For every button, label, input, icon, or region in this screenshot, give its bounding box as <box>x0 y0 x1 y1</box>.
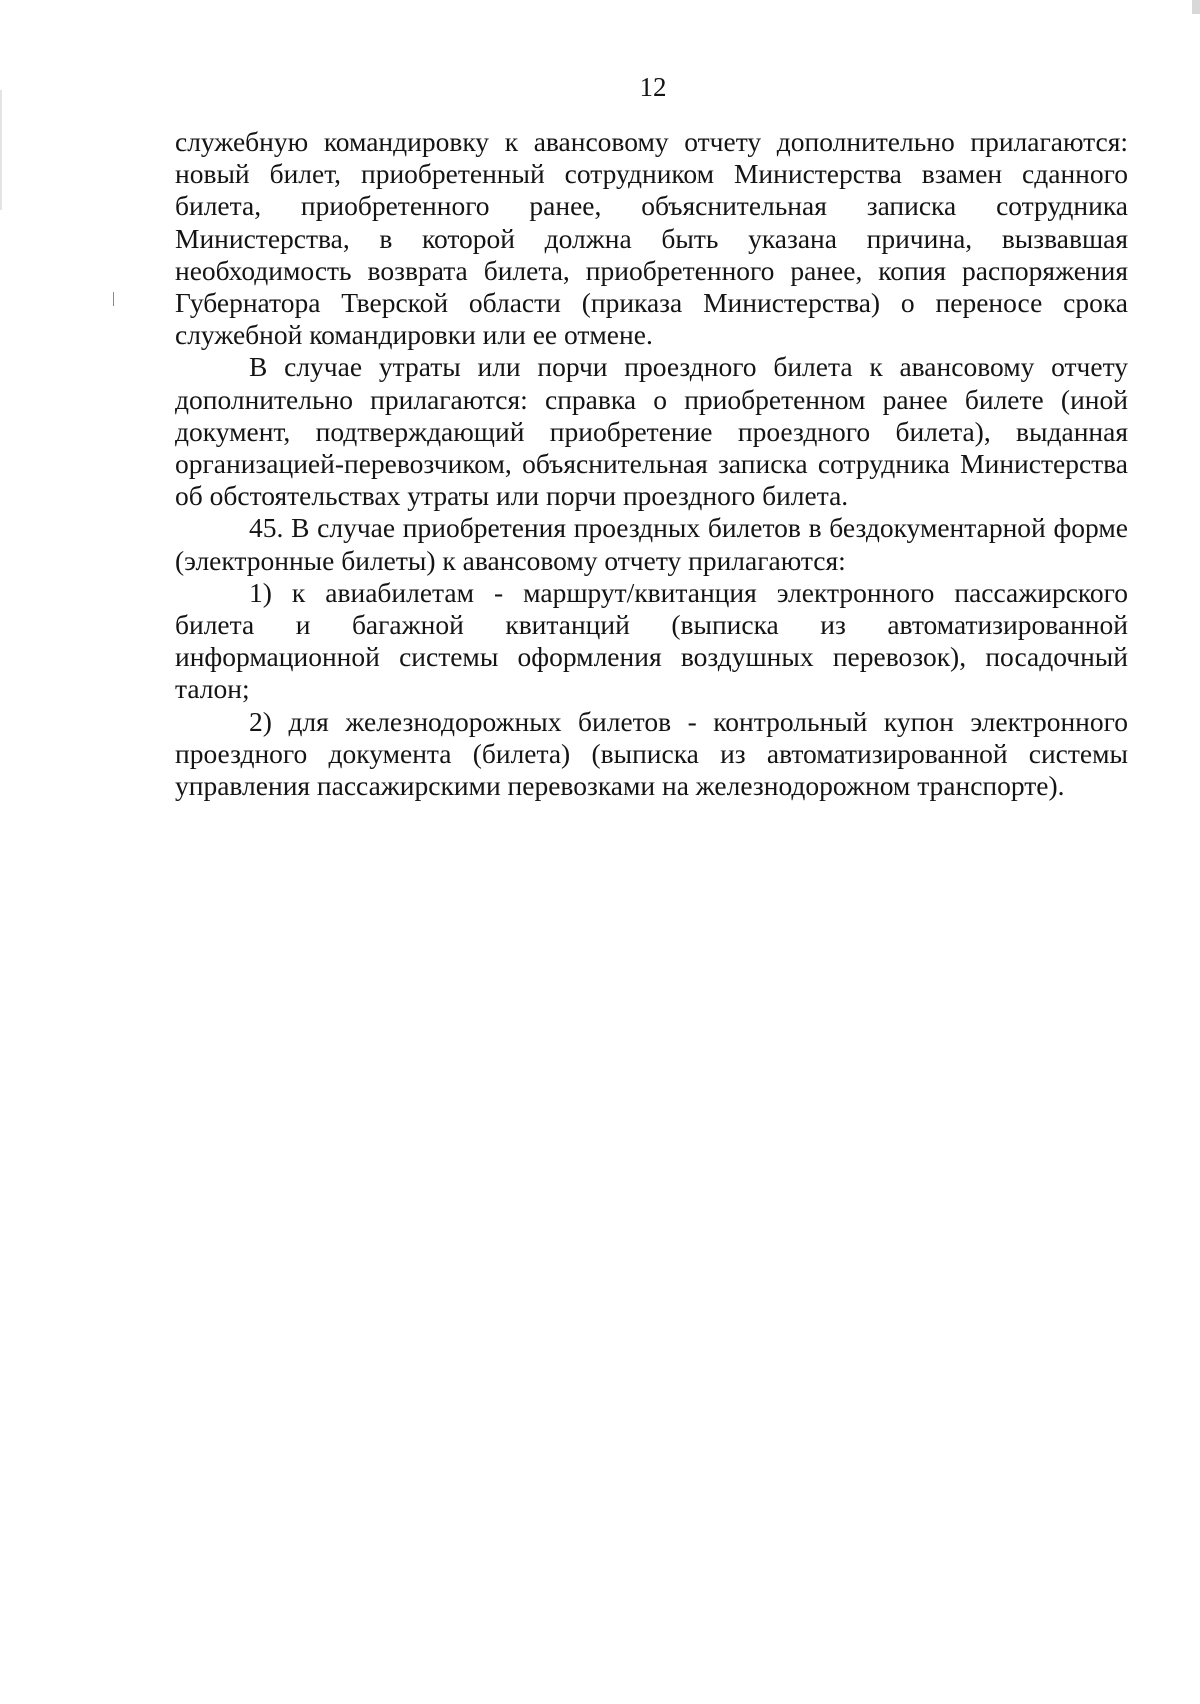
scan-artifact-tick <box>113 292 114 306</box>
paragraph-continuation: служебную командировку к авансовому отчету дополнительно прилагаются: новый билет, приобретенный сотрудником Министерства взамен сданного билета, приобретенного ранее, объяснительная записка сотрудника Министерства, в которой должна быть указана причина, вызвавшая необходимость возврата билета, приобретенного ранее, копия распоряжения Губернатора Тверской области (приказа Министерства) о переносе срока служебной командировки или ее отмене. <box>175 126 1128 351</box>
paragraph-subitem-2: 2) для железнодорожных билетов - контрольный купон электронного проездного документа (билета) (выписка из автоматизированной системы управления пассажирскими перевозками на железнодорожном транспорте). <box>175 705 1128 802</box>
document-body <box>175 126 1128 802</box>
paragraph-subitem-1: 1) к авиабилетам - маршрут/квитанция электронного пассажирского билета и багажной квитанций (выписка из автоматизированной информационной системы оформления воздушных перевозок), посадочный талон; <box>175 576 1128 705</box>
paragraph-ticket-loss: В случае утраты или порчи проездного билета к авансовому отчету дополнительно прилагаются: справка о приобретенном ранее билете (иной документ, подтверждающий приобретение проездного билета), выданная организацией-перевозчиком, объяснительная записка сотрудника Министерства об обстоятельствах утраты или порчи проездного билета. <box>175 351 1128 512</box>
paragraph-item-45: 45. В случае приобретения проездных билетов в бездокументарной форме (электронные билеты) к авансовому отчету прилагаются: <box>175 512 1128 576</box>
scan-artifact-edge <box>0 90 2 210</box>
page-number: 12 <box>639 72 667 102</box>
scan-artifact-corner <box>1192 0 1200 14</box>
